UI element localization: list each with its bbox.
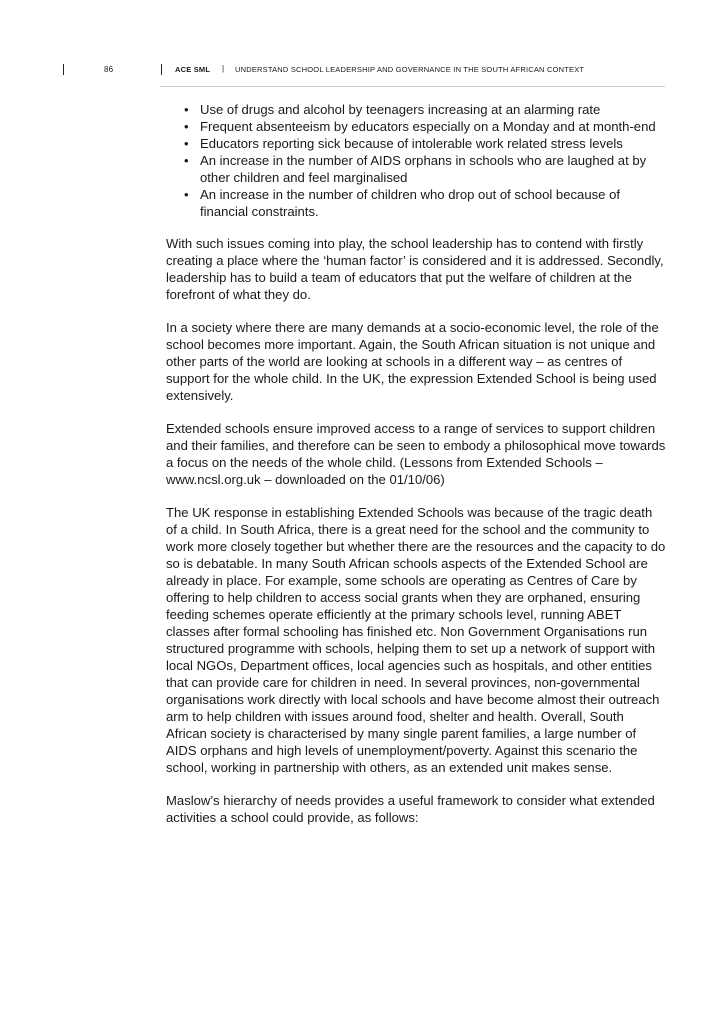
bullet-icon: •: [184, 136, 189, 151]
header-mid-rule: [161, 64, 162, 75]
paragraph: Maslow’s hierarchy of needs provides a useful framework to consider what extended activities a school could provide, as follows:: [166, 793, 655, 825]
header-divider: [160, 86, 665, 87]
paragraph: In a society where there are many demands at a socio-economic level, the role of the school becomes more important. Again, the South African situation is not unique and other parts of the world are looking at schools in a different way – as centres of support for the whole child. In the UK, the expression Extended School is being used extensively.: [166, 320, 659, 403]
module-title: UNDERSTAND SCHOOL LEADERSHIP AND GOVERNANCE IN THE SOUTH AFRICAN CONTEXT: [235, 65, 585, 74]
bullet-icon: •: [184, 187, 189, 202]
page-number: 86: [104, 65, 114, 74]
bullet-icon: •: [184, 153, 189, 168]
list-item: • An increase in the number of children who drop out of school because of financial constraints.: [184, 187, 620, 219]
header-left-rule: [63, 64, 64, 75]
bullet-icon: •: [184, 119, 189, 134]
issues-list: [166, 101, 666, 220]
list-item: • Educators reporting sick because of intolerable work related stress levels: [184, 136, 623, 151]
list-item: • Frequent absenteeism by educators especially on a Monday and at month-end: [184, 119, 656, 134]
course-code: ACE SML: [175, 65, 211, 74]
list-item: • Use of drugs and alcohol by teenagers increasing at an alarming rate: [184, 102, 601, 117]
paragraph: The UK response in establishing Extended Schools was because of the tragic death of a child. In South Africa, there is a great need for the school and the community to work more closely together but whether there are the resources and the capacity to do so is debatable. In many South African schools aspects of the Extended School are already in place. For example, some schools are operating as Centres of Care by offering to help children to access social grants when they are orphaned, ensuring feeding schemes operate efficiently at the primary schools level, running ABET classes after formal schooling has finished etc. Non Government Organisations run structured programme with schools, helping them to set up a network of support with local NGOs, Department offices, local agencies such as hospitals, and other entities that can provide care for children in need. In several provinces, non-governmental organisations work directly with local schools and have become almost their outreach arm to help children with issues around food, shelter and health. Overall, South African society is characterised by many single parent families, a large number of AIDS orphans and high levels of unemployment/poverty. Against this scenario the school, working in partnership with others, as an extended unit makes sense.: [166, 505, 666, 775]
running-header: [0, 64, 728, 78]
header-separator: |: [222, 64, 225, 73]
paragraph: With such issues coming into play, the school leadership has to contend with firstly creating a place where the ‘human factor’ is considered and it is addressed. Secondly, leadership has to build a team of educators that put the welfare of children at the forefront of what they do.: [166, 236, 664, 302]
body-text: [166, 101, 666, 842]
list-item: • An increase in the number of AIDS orphans in schools who are laughed at by other children and feel marginalised: [184, 153, 647, 185]
bullet-icon: •: [184, 102, 189, 117]
paragraph: Extended schools ensure improved access to a range of services to support children and their families, and therefore can be seen to embody a philosophical move towards a focus on the needs of the whole child. (Lessons from Extended Schools – www.ncsl.org.uk – downloaded on the 01/10/06): [166, 421, 666, 487]
